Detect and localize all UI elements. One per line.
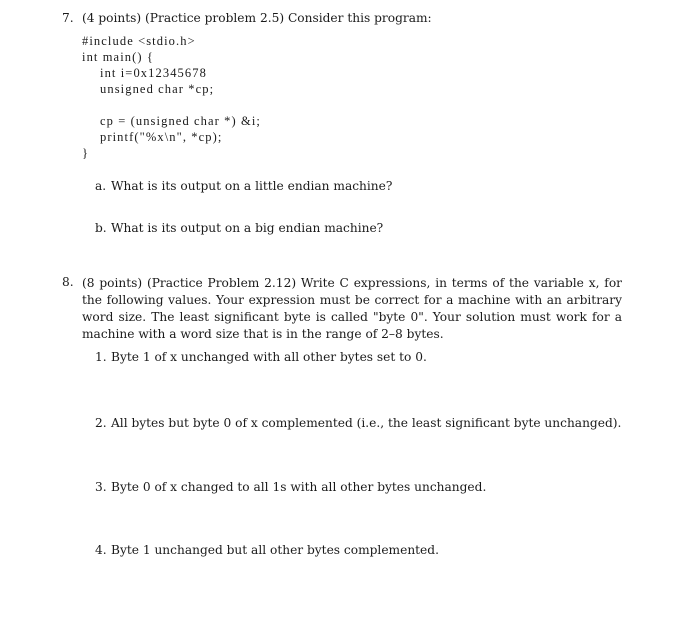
q7-part-b-label: b. [95, 221, 107, 235]
q7-part-b-text: What is its output on a big endian machine? [111, 221, 384, 235]
q8-item-2-label: 2. [95, 416, 107, 430]
q8-item-3-label: 3. [95, 480, 107, 494]
q8-item-4-text: Byte 1 unchanged but all other bytes complemented. [111, 543, 439, 557]
code-line-close-brace: } [82, 146, 90, 160]
q8-item-2-text: All bytes but byte 0 of x complemented (i.e., the least significant byte unchanged). [111, 416, 622, 430]
code-line-printf: printf("%x\n", *cp); [100, 130, 223, 144]
code-line-cast: cp = (unsigned char *) &i; [100, 114, 261, 128]
code-line-main: int main() { [82, 50, 154, 64]
q8-intro: (8 points) (Practice Problem 2.12) Write C expressions, in terms of the variable x, for the following values. Your expression must be correct for a machine with an arbitrary word size. The least significant byte is called "byte 0". Your solution must work for a machine with a word size that is in the range of 2–8 bytes. [82, 276, 622, 341]
q7-part-a-label: a. [95, 179, 107, 193]
q7-part-a-text: What is its output on a little endian machine? [111, 179, 393, 193]
q8-item-1-text: Byte 1 of x unchanged with all other bytes set to 0. [111, 350, 427, 364]
code-line-char-decl: unsigned char *cp; [100, 82, 215, 96]
q8-item-1-label: 1. [95, 350, 107, 364]
q8-item-4-label: 4. [95, 543, 107, 557]
q7-header: (4 points) (Practice problem 2.5) Consider this program: [82, 11, 432, 25]
q8-item-3-text: Byte 0 of x changed to all 1s with all other bytes unchanged. [111, 480, 487, 494]
q7-number: 7. [62, 11, 74, 25]
code-line-include: #include <stdio.h> [82, 34, 196, 48]
code-line-int-decl: int i=0x12345678 [100, 66, 207, 80]
q8-number: 8. [62, 275, 74, 289]
